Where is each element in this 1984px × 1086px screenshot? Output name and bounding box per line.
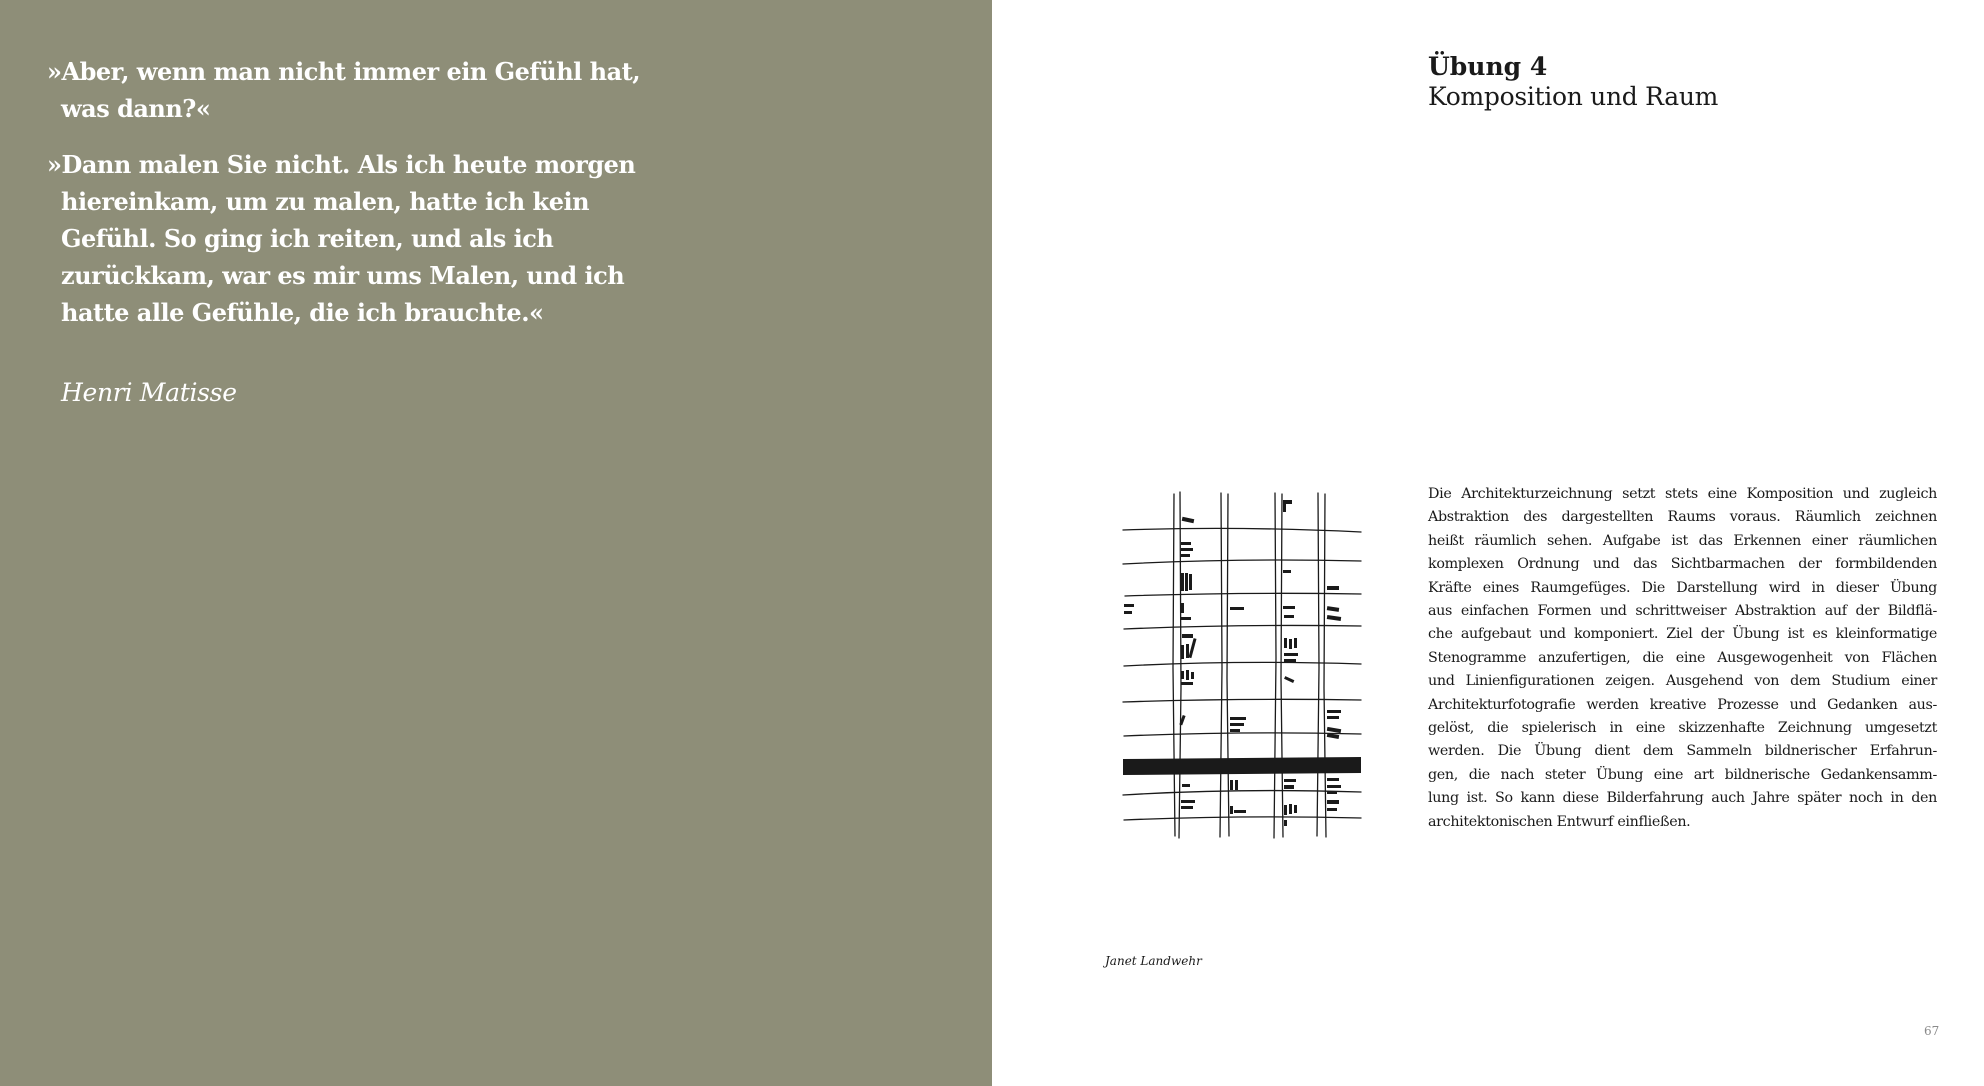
body-line: gen, die nach steter Übung eine art bildnerische Gedankensamm-: [1428, 766, 1937, 783]
exercise-title: Komposition und Raum: [1428, 82, 1719, 111]
exercise-number: Übung 4: [1428, 52, 1548, 81]
quote-line: »Aber, wenn man nicht immer ein Gefühl hat,: [47, 57, 641, 86]
body-line: werden. Die Übung dient dem Sammeln bildnerischer Erfahrun-: [1428, 743, 1937, 760]
body-line: lung ist. So kann diese Bilderfahrung auch Jahre später noch in den: [1428, 790, 1937, 807]
body-line: Die Architekturzeichnung setzt stets eine Komposition und zugleich: [1428, 486, 1937, 502]
body-line: gelöst, die spielerisch in eine skizzenhafte Zeichnung umgesetzt: [1428, 720, 1937, 737]
quote-line: was dann?«: [61, 94, 211, 123]
quote-line: zurückkam, war es mir ums Malen, und ich: [61, 261, 625, 290]
quote-line: Gefühl. So ging ich reiten, und als ich: [61, 224, 554, 253]
page-number: 67: [1924, 1024, 1940, 1038]
body-line: Architekturfotografie werden kreative Prozesse und Gedanken aus-: [1428, 696, 1937, 713]
exercise-heading: [1428, 52, 1718, 112]
quote-attribution: Henri Matisse: [61, 378, 237, 407]
body-line: architektonischen Entwurf einfließen.: [1428, 813, 1691, 830]
quote-line: hatte alle Gefühle, die ich brauchte.«: [61, 298, 544, 327]
body-line: heißt räumlich sehen. Aufgabe ist das Erkennen einer räumlichen: [1428, 532, 1937, 549]
quote-question: [47, 53, 641, 127]
architectural-sketch-illustration: [1118, 488, 1368, 840]
body-line: Stenogramme anzufertigen, die eine Ausgewogenheit von Flächen: [1428, 649, 1937, 666]
body-line: aus einfachen Formen und schrittweiser Abstraktion auf der Bildflä-: [1428, 603, 1937, 620]
quote-line: »Dann malen Sie nicht. Als ich heute morgen: [47, 150, 636, 179]
illustration-caption: Janet Landwehr: [1105, 954, 1202, 968]
body-line: Kräfte eines Raumgefüges. Die Darstellung wird in dieser Übung: [1428, 579, 1937, 596]
quote-line: hiereinkam, um zu malen, hatte ich kein: [61, 187, 590, 216]
quote-answer: [47, 146, 636, 331]
exercise-description: [1428, 483, 1937, 834]
body-line: Abstraktion des dargestellten Raums voraus. Räumlich zeichnen: [1428, 509, 1937, 526]
body-line: komplexen Ordnung und das Sichtbarmachen der formbildenden: [1428, 556, 1937, 573]
body-line: und Linienfigurationen zeigen. Ausgehend von dem Studium einer: [1428, 673, 1937, 690]
body-line: che aufgebaut und komponiert. Ziel der Übung ist es kleinformatige: [1428, 626, 1937, 643]
